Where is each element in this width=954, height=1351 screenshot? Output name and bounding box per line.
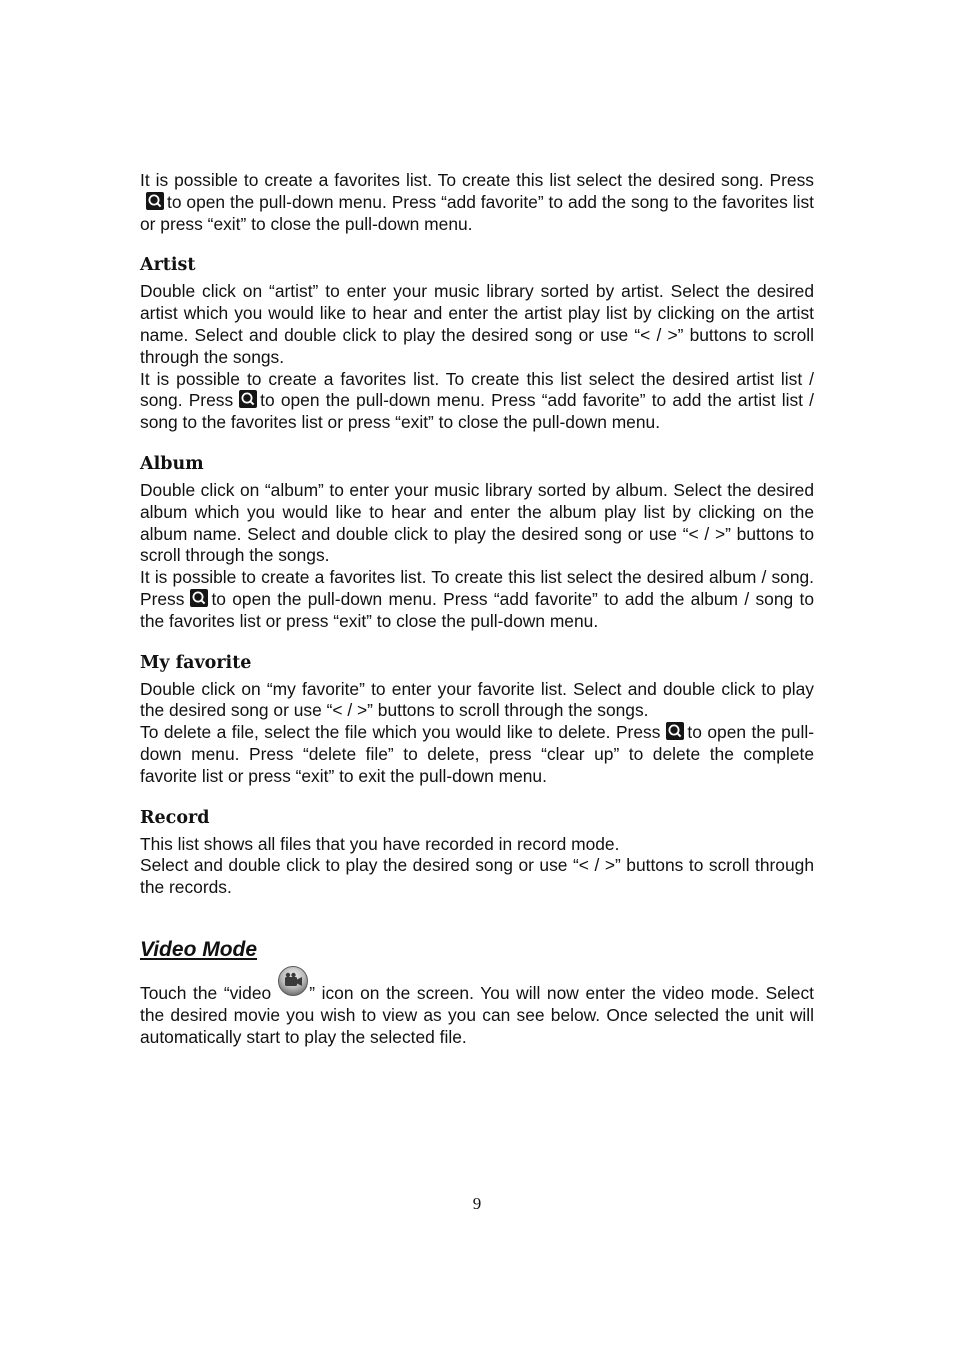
artist-text-1: It is possible to create a favorites list. To create this list select the desired artist list / song. Press <box>140 368 814 411</box>
album-paragraph-1: Double click on “album” to enter your music library sorted by album. Select the desired album which you would like to hear and enter the album play list by clicking on the album name. Select and double click to play the desired song or use “< / >” buttons to scroll through the songs. <box>140 479 814 566</box>
artist-paragraph-2 <box>140 369 814 434</box>
video-mode-heading: Video Mode <box>140 937 258 961</box>
video-mode-text-1: Touch the “video <box>140 982 272 1003</box>
video-mode-text-2: ” icon on the screen. You will now enter the video mode. Select the desired movie you wish to view as you can see below. Once selected the unit will automatically start to play the selected file. <box>140 982 814 1047</box>
my-favorite-paragraph-1: Double click on “my favorite” to enter your favorite list. Select and double click to play the desired song or use “< / >” buttons to scroll through the songs. <box>140 678 814 721</box>
album-text-1: It is possible to create a favorites list. To create this list select the desired album / song. Press <box>140 567 814 609</box>
record-paragraph-2: Select and double click to play the desired song or use “< / >” buttons to scroll through the records. <box>140 855 814 898</box>
video-camera-icon <box>277 965 309 997</box>
record-paragraph-1: This list shows all files that you have recorded in record mode. <box>140 833 620 854</box>
my-favorite-text-2: to open the pull-down menu. Press “delete file” to delete, press “clear up” to delete the complete favorite list or press “exit” to exit the pull-down menu. <box>140 722 814 786</box>
artist-heading: Artist <box>140 255 196 276</box>
album-paragraph-2 <box>140 567 814 632</box>
video-mode-paragraph <box>140 971 814 1048</box>
my-favorite-paragraph-2 <box>140 722 814 787</box>
my-favorite-heading: My favorite <box>140 652 252 673</box>
page-number: 9 <box>472 1194 482 1213</box>
intro-text-1: It is possible to create a favorites list. To create this list select the desired song. Press <box>140 170 814 190</box>
intro-paragraph <box>140 170 814 235</box>
menu-icon <box>190 589 208 607</box>
artist-paragraph-1: Double click on “artist” to enter your music library sorted by artist. Select the desired artist which you would like to hear and enter the artist play list by clicking on the artist name. Select and double click to play the desired song or use “< / >” buttons to scroll through the songs. <box>140 281 814 367</box>
menu-icon <box>146 192 164 210</box>
my-favorite-text-1: To delete a file, select the file which you would like to delete. Press <box>140 722 661 743</box>
intro-text-2: to open the pull-down menu. Press “add favorite” to add the song to the favorites list or press “exit” to close the pull-down menu. <box>140 191 814 234</box>
record-heading: Record <box>140 807 210 828</box>
menu-icon <box>666 722 684 740</box>
album-text-2: to open the pull-down menu. Press “add favorite” to add the album / song to the favorites list or press “exit” to close the pull-down menu. <box>140 588 814 631</box>
artist-text-2: to open the pull-down menu. Press “add favorite” to add the artist list / song to the favorites list or press “exit” to close the pull-down menu. <box>140 390 815 433</box>
page-content <box>140 170 814 1048</box>
album-heading: Album <box>140 453 204 474</box>
menu-icon <box>239 390 257 408</box>
